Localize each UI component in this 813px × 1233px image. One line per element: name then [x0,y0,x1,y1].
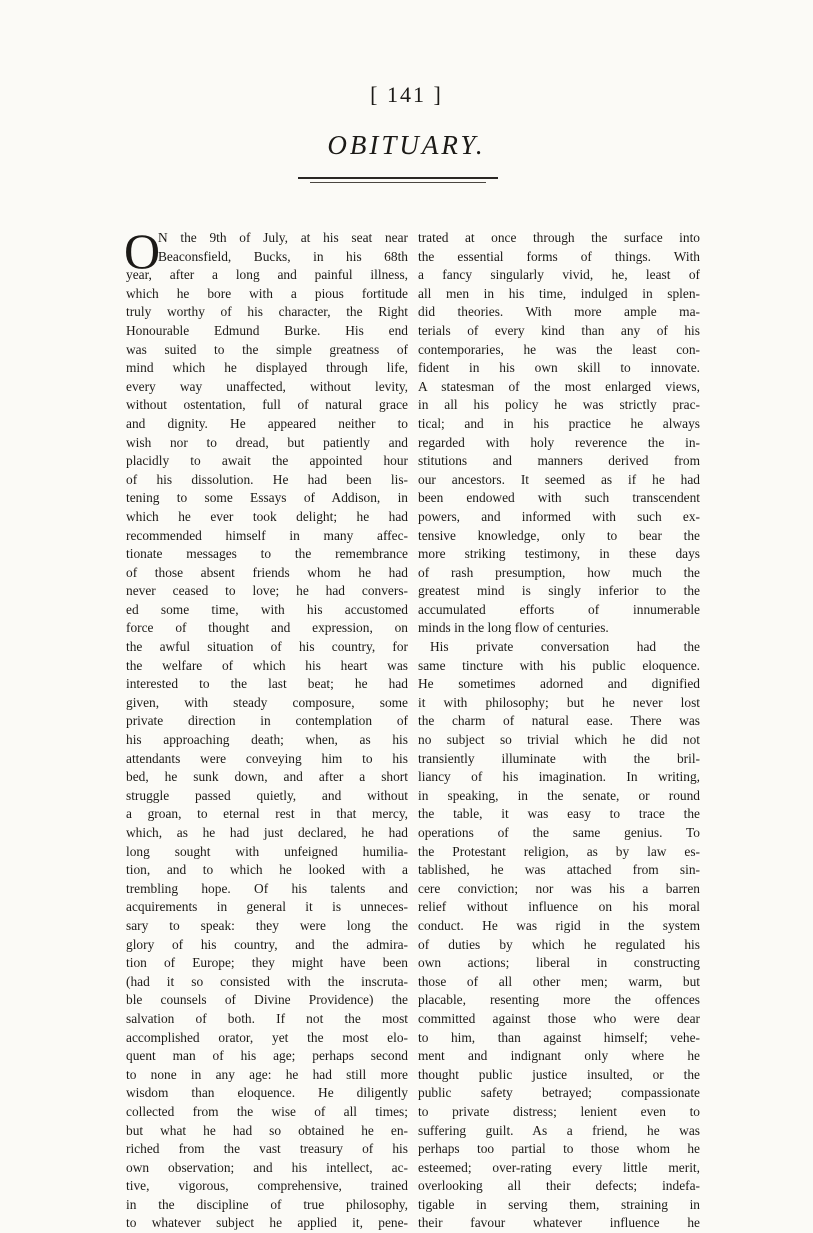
text-line: trembling hope. Of his talents and [126,880,408,896]
text-line: the Protestant religion, as by law es- [418,843,700,859]
text-line: powers, and informed with such ex- [418,508,700,524]
left-column [124,223,408,1233]
text-line: Honourable Edmund Burke. His end [126,322,408,338]
text-line: in the discipline of true philosophy, [126,1196,408,1212]
text-line: struggle passed quietly, and without [126,787,408,803]
text-line: to none in any age: he had still more [126,1066,408,1082]
text-line: without ostentation, full of natural grace [126,397,408,413]
text-line: of duties by which he regulated his [418,936,700,952]
text-line: tion, and to which he looked with a [126,862,408,878]
text-line: tigable in serving them, straining in [418,1196,700,1212]
text-line: was suited to the simple greatness of [126,341,408,357]
text-line: of rash presumption, how much the [418,564,700,580]
text-line: truly worthy of his character, the Right [126,304,408,320]
text-line: ble counsels of Divine Providence) the [126,992,408,1008]
text-line: recommended himself in many affec- [126,527,408,543]
text-line: thought public justice insulted, or the [418,1066,700,1082]
text-line: A statesman of the most enlarged views, [418,378,700,394]
text-line: our ancestors. It seemed as if he had [418,471,700,487]
text-line: salvation of both. If not the most [126,1010,408,1026]
text-line: in all his policy he was strictly prac- [418,397,700,413]
text-line: tical; and in his practice he always [418,415,700,431]
text-line: but what he had so obtained he en- [126,1122,408,1138]
text-line: wisdom than eloquence. He diligently [126,1085,408,1101]
text-line: the awful situation of his country, for [126,639,408,655]
text-line: accumulated efforts of innumerable [418,601,700,617]
page-title: OBITUARY. [327,130,486,160]
text-line: tion of Europe; they might have been [126,955,408,971]
text-line: contemporaries, he was the least con- [418,341,700,357]
text-line: those of all other men; warm, but [418,973,700,989]
text-line: relief without influence on his moral [418,899,700,915]
text-line: the essential forms of things. With [418,248,700,264]
text-line: which, as he had just declared, he had [126,825,408,840]
text-line: interested to the last beat; he had [126,676,408,692]
text-line: (had it so consisted with the inscruta- [126,973,408,989]
text-line: bed, he sunk down, and after a short [126,769,408,785]
text-line: His private conversation had the [430,639,700,655]
text-line: more striking testimony, in these days [418,546,700,562]
text-line: of those absent friends whom he had [126,564,408,580]
text-line: of his dissolution. He had been lis- [126,471,408,487]
text-line: committed against those who were dear [418,1010,700,1026]
text-line: in speaking, in the senate, or round [418,787,700,803]
text-line: conduct. He was rigid in the system [418,917,700,933]
text-line: to whatever subject he applied it, pene- [126,1215,408,1231]
text-line: tionate messages to the remembrance [126,546,408,562]
text-line: his approaching death; when, as his [126,732,408,748]
text-line: tive, vigorous, comprehensive, trained [126,1178,408,1194]
text-line: perhaps too partial to those whom he [418,1141,700,1157]
text-line: N the 9th of July, at his seat near [158,230,408,245]
text-line: been endowed with such transcendent [418,490,700,506]
text-line: collected from the wise of all times; [126,1103,408,1119]
text-line: long sought with unfeigned humilia- [126,843,408,859]
text-line: to him, than against himself; vehe- [418,1029,700,1045]
text-line: tablished, he was attached from sin- [418,862,700,878]
text-line: operations of the same genius. To [418,825,700,840]
text-line: private direction in contemplation of [126,713,408,729]
text-line: placidly to await the appointed hour [126,453,408,469]
text-line: accomplished orator, yet the most elo- [126,1029,408,1045]
text-line: sary to speak: they were long the [126,917,408,933]
page-number: [ 141 ] [370,82,443,107]
text-line: tening to some Essays of Addison, in [126,490,408,506]
title-rule-secondary [310,182,486,183]
text-line: placable, resenting more the offences [418,992,700,1008]
text-line: fident in his own skill to innovate. [418,360,700,376]
text-line: no subject so trivial which he did not [418,732,700,748]
text-line: never ceased to love; he had convers- [126,583,408,599]
text-line: trated at once through the surface into [418,230,700,245]
text-line: ment and indignant only where he [418,1048,700,1064]
text-line: He sometimes adorned and dignified [418,676,700,692]
text-line: Beaconsfield, Bucks, in his 68th [158,248,408,264]
text-line: their favour whatever influence he [418,1215,700,1231]
text-line: overlooking all their defects; indefa- [418,1178,700,1194]
text-line: own observation; and his intellect, ac- [126,1159,408,1175]
text-line: esteemed; over-rating every little merit, [418,1159,700,1175]
text-line: tensive knowledge, only to bear the [418,527,700,543]
text-line: terials of every kind than any of his [418,322,700,338]
text-line: attendants were conveying him to his [126,750,408,766]
text-line: ed some time, with his accustomed [126,601,408,617]
text-line: which he bore with a pious fortitude [126,285,408,301]
text-line: did theories. With more ample ma- [418,304,700,320]
text-line: and dignity. He appeared neither to [126,415,408,431]
text-line: quent man of his age; perhaps second [126,1048,408,1064]
drop-cap: O [124,223,161,279]
text-line: force of thought and expression, on [126,620,408,636]
text-line: liancy of his imagination. In writing, [418,769,700,785]
text-line: own actions; liberal in constructing [418,955,700,971]
text-line: greatest mind is singly inferior to the [418,583,700,599]
text-line: same tincture with his public eloquence. [418,657,700,673]
text-line: the table, it was easy to trace the [418,806,700,822]
text-line: every way unaffected, without levity, [126,378,408,394]
title-rule [298,177,498,179]
text-line: which he ever took delight; he had [126,508,408,524]
text-line: the welfare of which his heart was [126,657,408,673]
right-column [418,229,700,1233]
text-line: all men in his time, indulged in splen- [418,285,700,301]
text-line: acquirements in general it is unneces- [126,899,408,915]
text-line: transiently illuminate with the bril- [418,750,700,766]
text-line: cere conviction; nor was his a barren [418,880,700,896]
text-line: to private distress; lenient even to [418,1103,700,1119]
text-line: suffering guilt. As a friend, he was [418,1122,700,1138]
text-line: minds in the long flow of centuries. [418,620,609,636]
text-line: given, with steady composure, some [126,694,408,710]
text-line: public safety betrayed; compassionate [418,1085,700,1101]
text-line: mind which he displayed through life, [126,360,408,376]
text-line: it with philosophy; but he never lost [418,694,700,710]
text-line: the charm of natural ease. There was [418,713,700,729]
text-line: a groan, to eternal rest in that mercy, [126,806,408,822]
text-line: year, after a long and painful illness, [126,267,408,283]
text-line: stitutions and manners derived from [418,453,700,469]
text-line: glory of his country, and the admira- [126,936,408,952]
text-line: riched from the vast treasury of his [126,1141,408,1157]
text-line: a fancy singularly vivid, he, least of [418,267,700,283]
text-line: regarded with holy reverence the in- [418,434,700,450]
text-line: wish nor to dread, but patiently and [126,434,408,450]
